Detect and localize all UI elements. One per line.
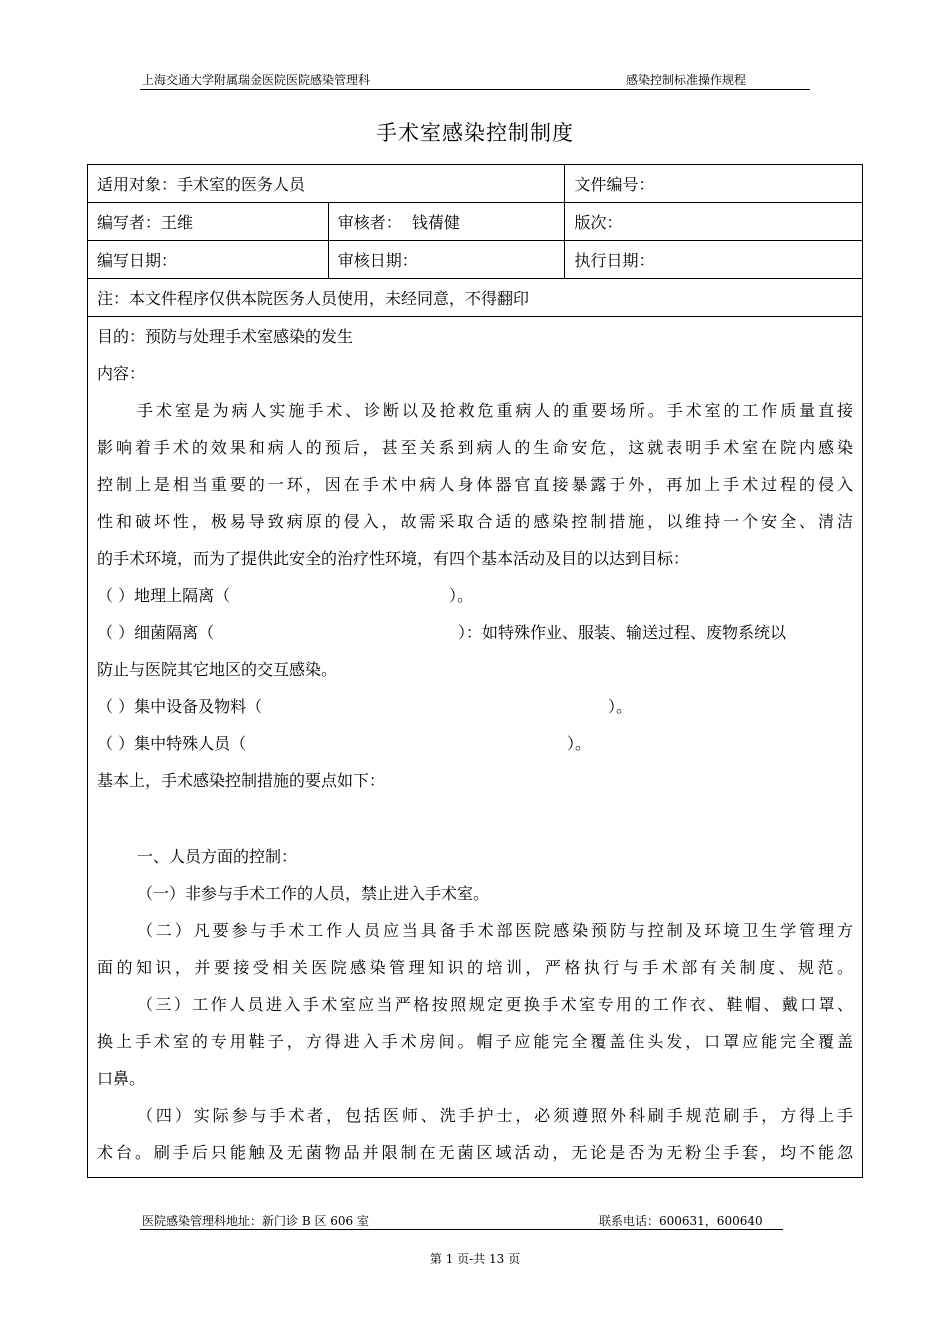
- intro-line: 手术室是为病人实施手术、诊断以及抢救危重病人的重要场所。手术室的工作质量直接: [137, 401, 853, 420]
- item-4-line: （四）实际参与手术者，包括医师、洗手护士，必须遵照外科刷手规范刷手，方得上手: [137, 1106, 853, 1125]
- exec-date-cell: 执行日期：: [565, 241, 863, 279]
- document-title: 手术室感染控制制度: [376, 121, 574, 145]
- item-3-line: 换上手术室的专用鞋子，方得进入手术房间。帽子应能完全覆盖住头发，口罩应能完全覆盖: [97, 1032, 853, 1051]
- page-footer: [140, 1212, 783, 1230]
- document-body: [87, 317, 863, 1178]
- purpose-line: 目的：预防与处理手术室感染的发生: [97, 327, 354, 346]
- activity-label: （ ）细菌隔离（: [97, 623, 215, 642]
- intro-line: 影响着手术的效果和病人的预后，甚至关系到病人的生命安危，这就表明手术室在院内感染: [97, 438, 853, 457]
- item-3-line: 口鼻。: [97, 1069, 146, 1088]
- activity-central-equipment: [97, 692, 853, 722]
- activity-label: （ ）集中特殊人员（: [97, 734, 247, 753]
- activity-continuation: 防止与医院其它地区的交互感染。: [97, 660, 338, 679]
- doc-number-cell: 文件编号：: [565, 165, 863, 203]
- scope-cell: 适用对象：手术室的医务人员: [88, 165, 565, 203]
- footer-phone: 联系电话：600631，600640: [599, 1214, 763, 1228]
- version-cell: 版次：: [565, 203, 863, 241]
- activity-end: ）。: [608, 697, 633, 716]
- activity-end: ）：如特殊作业、服装、输送过程、废物系统以: [458, 623, 787, 642]
- intro-line: 控制上是相当重要的一环，因在手术中病人身体器官直接暴露于外，再加上手术过程的侵入: [97, 475, 853, 494]
- author-cell: 编写者：王维: [88, 203, 329, 241]
- item-3-line: （三）工作人员进入手术室应当严格按照规定更换手术室专用的工作衣、鞋帽、戴口罩、: [137, 995, 853, 1014]
- review-date-cell: 审核日期：: [328, 241, 565, 279]
- write-date-cell: 编写日期：: [88, 241, 329, 279]
- content-label: 内容：: [97, 364, 146, 383]
- document-info-table: [87, 164, 863, 317]
- footer-address: 医院感染管理科地址：新门诊 B 区 606 室: [142, 1214, 369, 1228]
- activity-end: ）。: [449, 586, 474, 605]
- activity-label: （ ）地理上隔离（: [97, 586, 231, 605]
- intro-line: 性和破坏性，极易导致病原的侵入，故需采取合适的感染控制措施，以维持一个安全、清洁: [97, 512, 853, 531]
- page-number: 第 1 页-共 13 页: [429, 1252, 521, 1266]
- page-header: [140, 69, 810, 90]
- basic-points-line: 基本上，手术感染控制措施的要点如下：: [97, 771, 386, 790]
- activity-geographic-isolation: [97, 581, 853, 611]
- section-heading-personnel: 一、人员方面的控制：: [137, 847, 298, 866]
- activity-bacterial-isolation: [97, 618, 853, 648]
- activity-special-personnel: [97, 729, 853, 759]
- item-2-line: （二）凡要参与手术工作人员应当具备手术部医院感染预防与控制及环境卫生学管理方: [137, 921, 853, 940]
- item-4-line: 术台。刷手后只能触及无菌物品并限制在无菌区域活动，无论是否为无粉尘手套，均不能忽: [97, 1143, 853, 1162]
- header-department: 上海交通大学附属瑞金医院医院感染管理科: [142, 73, 371, 87]
- intro-line: 的手术环境，而为了提供此安全的治疗性环境，有四个基本活动及目的以达到目标：: [97, 549, 690, 568]
- activity-end: ）。: [567, 734, 592, 753]
- copyright-note: 注：本文件程序仅供本院医务人员使用，未经同意，不得翻印: [88, 279, 863, 317]
- reviewer-cell: 审核者： 钱蒨健: [328, 203, 565, 241]
- item-1: （一）非参与手术工作的人员，禁止进入手术室。: [137, 884, 490, 903]
- item-2-line: 面的知识，并要接受相关医院感染管理知识的培训，严格执行与手术部有关制度、规范。: [97, 958, 853, 977]
- activity-label: （ ）集中设备及物料（: [97, 697, 263, 716]
- header-doc-category: 感染控制标准操作规程: [626, 73, 747, 87]
